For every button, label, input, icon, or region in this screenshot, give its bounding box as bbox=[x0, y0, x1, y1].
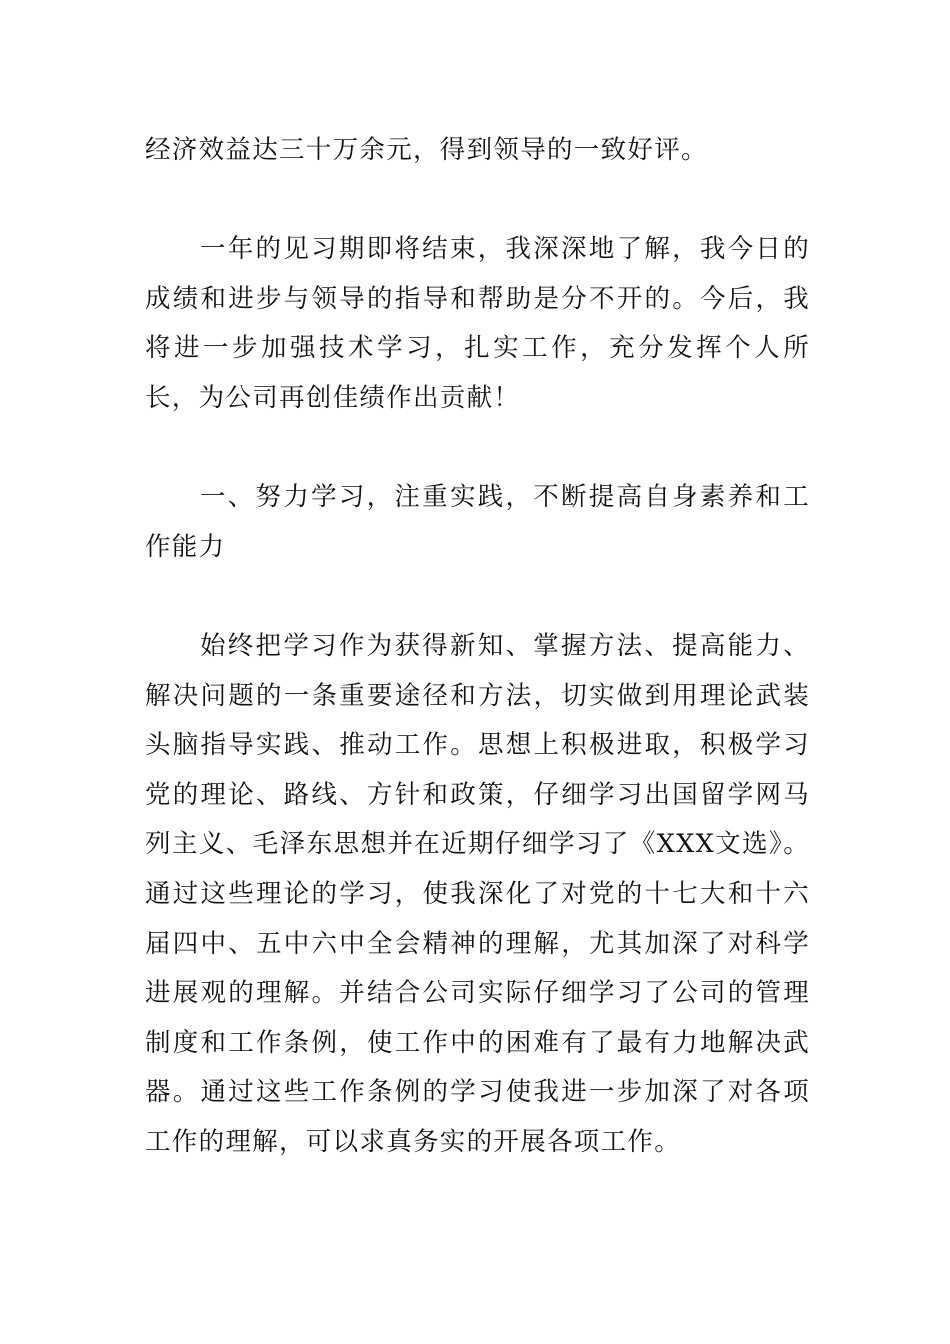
paragraph-continuation: 经济效益达三十万余元，得到领导的一致好评。 bbox=[145, 135, 708, 165]
section-heading: 一、努力学习，注重实践，不断提高自身素养和工作能力 bbox=[145, 482, 810, 562]
paragraph-internship-summary: 一年的见习期即将结束，我深深地了解，我今日的成绩和进步与领导的指导和帮助是分不开的。今后，我将进一步加强技术学习，扎实工作，充分发挥个人所长，为公司再创佳绩作出贡献！ bbox=[145, 234, 810, 413]
paragraph-study-practice: 始终把学习作为获得新知、掌握方法、提高能力、解决问题的一条重要途径和方法，切实做到用理论武装头脑指导实践、推动工作。思想上积极进取，积极学习党的理论、路线、方针和政策，仔细学习出国留学网马列主义、毛泽东思想并在近期仔细学习了《XXX文选》。通过这些理论的学习，使我深化了对党的十七大和十六届四中、五中六中全会精神的理解，尤其加深了对科学进展观的理解。并结合公司实际仔细学习了公司的管理制度和工作条例，使工作中的困难有了最有力地解决武器。通过这些工作条例的学习使我进一步加深了对各项工作的理解，可以求真务实的开展各项工作。 bbox=[145, 631, 810, 1157]
